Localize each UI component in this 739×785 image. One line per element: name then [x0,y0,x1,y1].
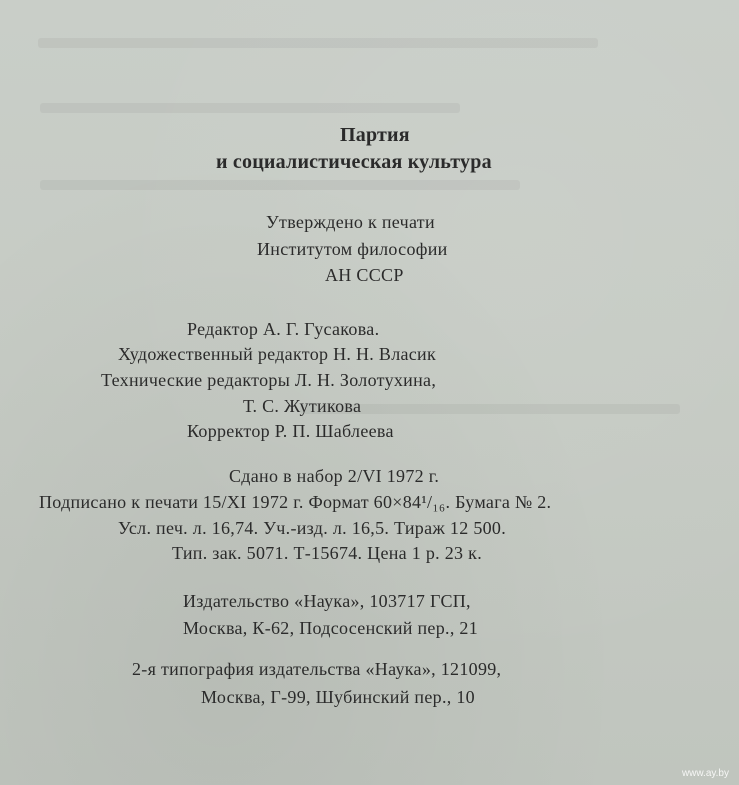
approval-line-1: Утверждено к печати [266,212,435,232]
book-title-line-2: и социалистическая культура [216,151,492,173]
order-price: Тип. зак. 5071. Т-15674. Цена 1 р. 23 к. [172,543,483,563]
show-through-mark [40,103,460,113]
book-title-line-1: Партия [340,124,410,146]
site-watermark: www.ay.by [681,768,729,779]
show-through-mark [40,180,520,190]
approval-line-2: Институтом философии [257,239,448,259]
publisher-line-1: Издательство «Наука», 103717 ГСП, [183,591,471,611]
tech-editors-credit-2: Т. С. Жутикова [243,396,362,416]
proofreader-credit: Корректор Р. П. Шаблеева [187,421,394,441]
editor-credit: Редактор А. Г. Гусакова. [187,319,380,339]
signed-format-paper: Подписано к печати 15/XI 1972 г. Формат 60×84¹/₁₆. Бумага № 2. [39,492,552,512]
tech-editors-credit-1: Технические редакторы Л. Н. Золотухина, [101,370,437,390]
typeset-date: Сдано в набор 2/VI 1972 г. [229,466,440,486]
sheets-print-run: Усл. печ. л. 16,74. Уч.-изд. л. 16,5. Тираж 12 500. [118,518,507,538]
printer-line-2: Москва, Г-99, Шубинский пер., 10 [201,687,475,707]
show-through-mark [38,38,598,48]
publisher-line-2: Москва, К-62, Подсосенский пер., 21 [183,618,479,638]
printer-line-1: 2-я типография издательства «Наука», 121099, [132,659,502,679]
approval-line-3: АН СССР [325,265,404,285]
art-editor-credit: Художественный редактор Н. Н. Власик [118,344,437,364]
